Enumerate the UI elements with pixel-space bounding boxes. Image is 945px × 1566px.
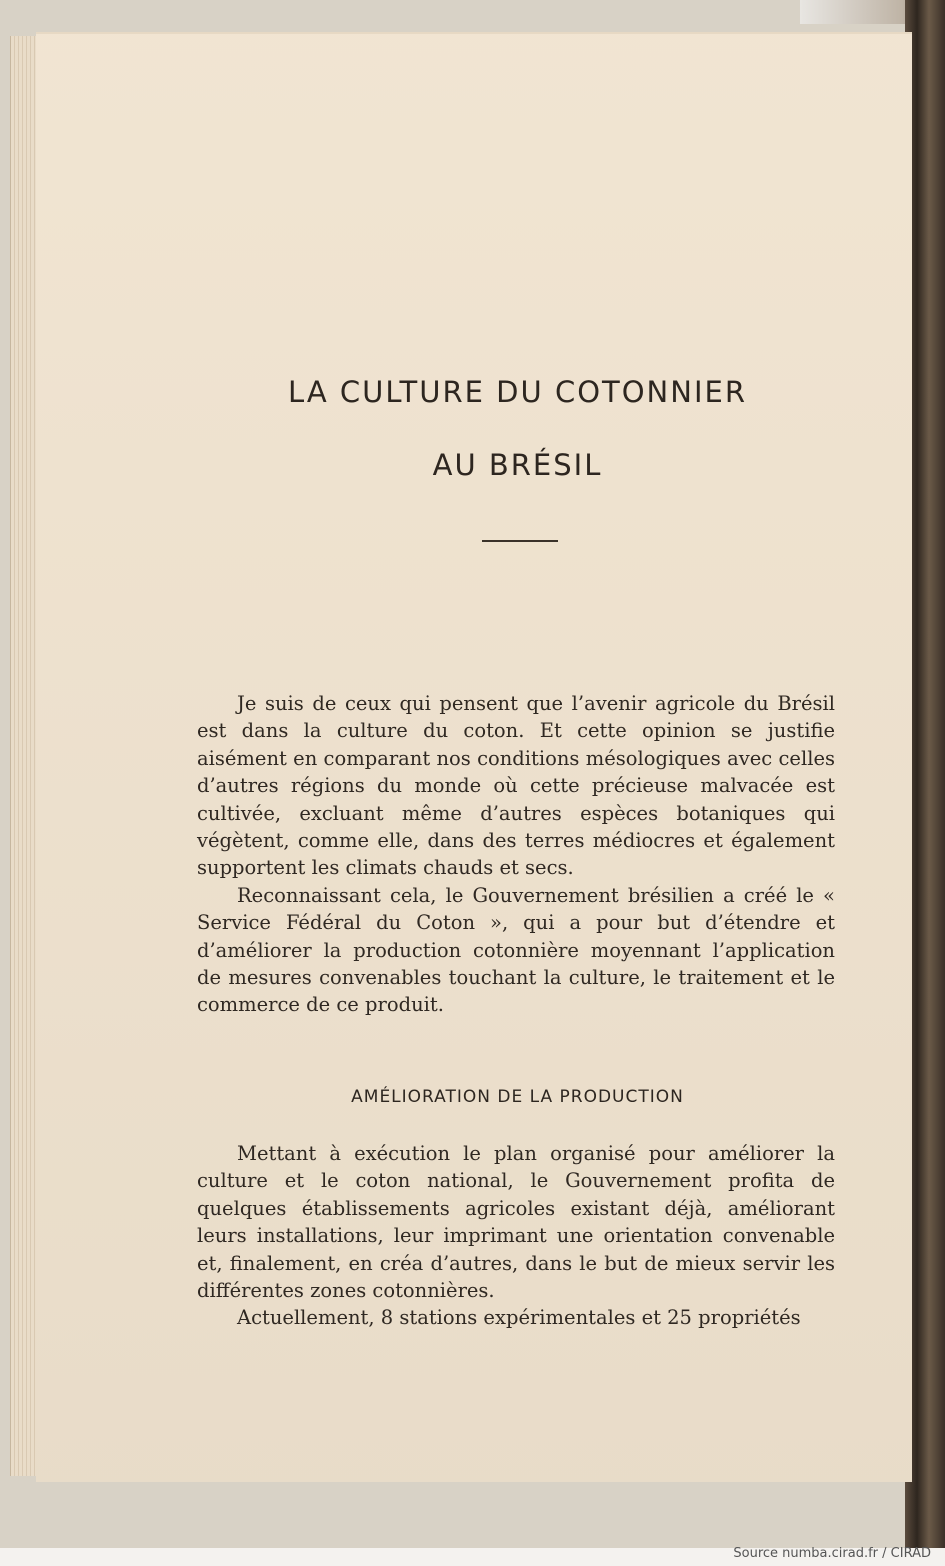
intro-paragraphs	[197, 690, 835, 1019]
paragraph: Mettant à exécution le plan organisé pour améliorer la culture et le coton national, le Gouvernement profita de quelques établissements agricoles existant déjà, améliorant leurs installations, leur imprimant une orientation convenable et, finalement, en créa d’autres, dans le but de mieux servir les différentes zones cotonnières.	[197, 1142, 835, 1303]
title-line-2: AU BRÉSIL	[432, 448, 603, 482]
page-stack-edge	[10, 36, 39, 1476]
paragraph: Je suis de ceux qui pensent que l’avenir agricole du Brésil est dans la culture du coton. Et cette opinion se justifie aisément en comparant nos conditions mésologiques avec celles d’autres régions du monde où cette précieuse malvacée est cultivée, excluant même d’autres espèces botaniques qui végètent, comme elle, dans des terres médiocres et également supportent les climats chauds et secs.	[197, 692, 835, 880]
title-rule	[482, 540, 558, 542]
source-footer: Source numba.cirad.fr / CIRAD	[733, 1546, 931, 1561]
section-heading: AMÉLIORATION DE LA PRODUCTION	[351, 1087, 684, 1107]
section-paragraphs	[197, 1140, 835, 1332]
paragraph: Actuellement, 8 stations expérimentales et 25 propriétés	[237, 1306, 801, 1330]
paragraph: Reconnaissant cela, le Gouvernement brésilien a créé le « Service Fédéral du Coton », qui a pour but d’étendre et d’améliorer la production cotonnière moyennant l’application de mesures convenables touchant la culture, le traitement et le commerce de ce produit.	[197, 883, 835, 1017]
title-line-1: LA CULTURE DU COTONNIER	[288, 375, 747, 409]
